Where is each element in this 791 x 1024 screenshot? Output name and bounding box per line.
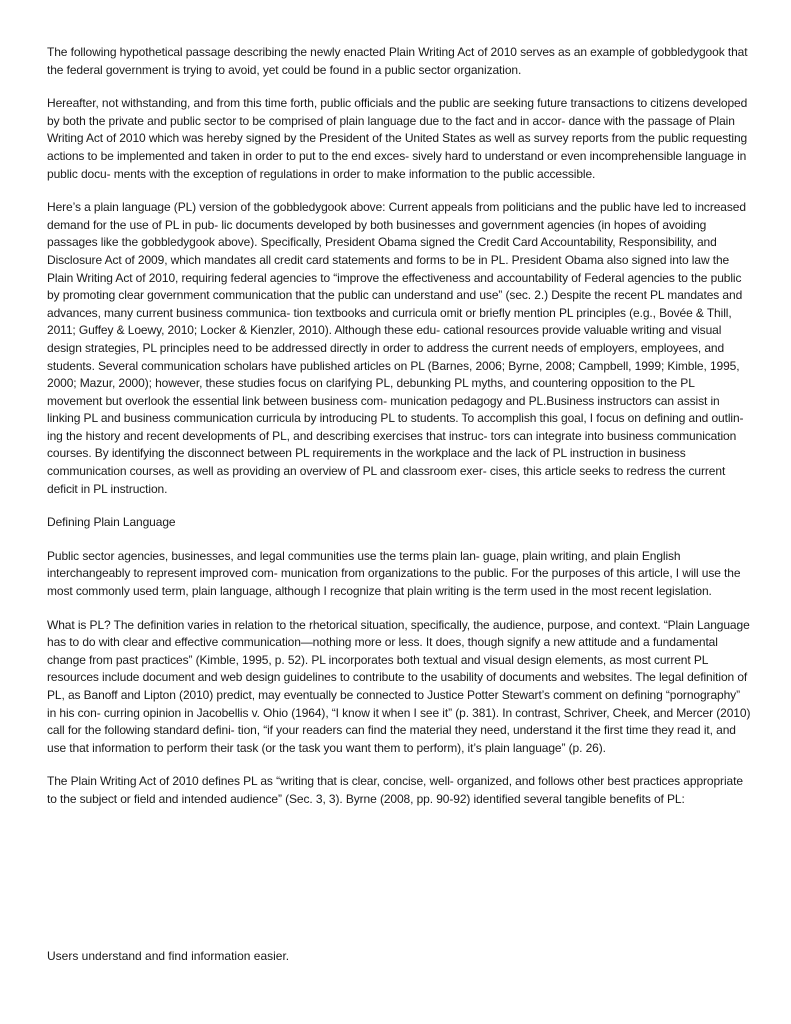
plain-language-version-paragraph: Here’s a plain language (PL) version of the gobbledygook above: Current appeals from politicians and the public have led to increased demand for the use of PL in pub- lic documents developed by both businesses and government agencies (in hopes of avoiding passages like the gobbledygook above). Specifically, President Obama signed the Credit Card Accountability, Responsibility, and Disclosure Act of 2009, which mandates all credit card statements and forms to be in PL. President Obama also signed into law the Plain Writing Act of 2010, requiring federal agencies to “improve the effectiveness and accountability of Federal agencies to the public by promoting clear government communication that the public can understand and use” (sec. 2.) Despite the recent PL mandates and advances, many current business communica- tion textbooks and curricula omit or briefly mention PL principles (e.g., Bovée & Thill, 2011; Guffey & Loewy, 2010; Locker & Kienzler, 2010). Although these edu- cational resources provide valuable writing and visual design strategies, PL principles need to be addressed directly in order to address the current needs of employers, employees, and students. Several communication scholars have published articles on PL (Barnes, 2006; Byrne, 2008; Campbell, 1999; Kimble, 1995, 2000; Mazur, 2000); however, these studies focus on clarifying PL, debunking PL myths, and countering opposition to the PL movement but overlook the essential link between business com- munication pedagogy and PL.Business instructors can assist in linking PL and business communication curricula by introducing PL to students. To accomplish this goal, I focus on defining and outlin- ing the history and recent developments of PL, and describing exercises that instruc- tors can integrate into business communication courses. By identifying the disconnect between PL requirements in the workplace and the lack of PL instruction in business communication courses, as well as providing an overview of PL and classroom exer- cises, this article seeks to redress the current deficit in PL instruction.: [47, 200, 746, 496]
intro-paragraph: The following hypothetical passage describing the newly enacted Plain Writing Act of 2010 serves as an example of gobbledygook that the federal government is trying to avoid, yet could be found in a public sector organization.: [47, 45, 748, 77]
act-definition-paragraph: The Plain Writing Act of 2010 defines PL as “writing that is clear, concise, well- organized, and follows other best practices appropriate to the subject or field and intended audience” (Sec. 3, 3). Byrne (2008, pp. 90-92) identified several tangible benefits of PL:: [47, 774, 743, 806]
definition-paragraph: What is PL? The definition varies in relation to the rhetorical situation, specifically, the audience, purpose, and context. “Plain Language has to do with clear and effective communication—nothing more or less. It does, though signify a new attitude and a fundamental change from past practices” (Kimble, 1995, p. 52). PL incorporates both textual and visual design elements, as most current PL resources include document and web design guidelines to contribute to the usability of documents and websites. The legal definition of PL, as Banoff and Lipton (2010) predict, may eventually be connected to Justice Potter Stewart’s comment on defining “pornography” in his con- curring opinion in Jacobellis v. Ohio (1964), “I know it when I see it” (p. 381). In contrast, Schriver, Cheek, and Mercer (2010) call for the following standard defini- tion, “if your readers can find the material they need, understand it the first time they read it, and use that information to perform their task (or the task you want them to perform), it’s plain language” (p. 26).: [47, 617, 751, 755]
gobbledygook-paragraph: Hereafter, not withstanding, and from this time forth, public officials and the public are seeking future transactions to citizens developed by both the private and public sector to be comprised of plain language due to the fact and in accor- dance with the passage of Plain Writing Act of 2010 which was hereby signed by the President of the United States as well as survey reports from the public requesting actions to be implemented and taken in order to put to the end exces- sively hard to understand or even incomprehensible language in public docu- ments with the exception of regulations in order to make information to the public accessible.: [47, 96, 748, 181]
section-heading: Defining Plain Language: [47, 515, 176, 530]
document-body: [47, 44, 751, 809]
terms-paragraph: Public sector agencies, businesses, and legal communities use the terms plain lan- guage, plain writing, and plain English interchangeably to represent improved com- munication from organizations to the public. For the purposes of this article, I will use the most commonly used term, plain language, although I recognize that plain writing is the term used in the most recent legislation.: [47, 548, 741, 599]
benefit-list-item: Users understand and find information easier.: [47, 949, 290, 963]
